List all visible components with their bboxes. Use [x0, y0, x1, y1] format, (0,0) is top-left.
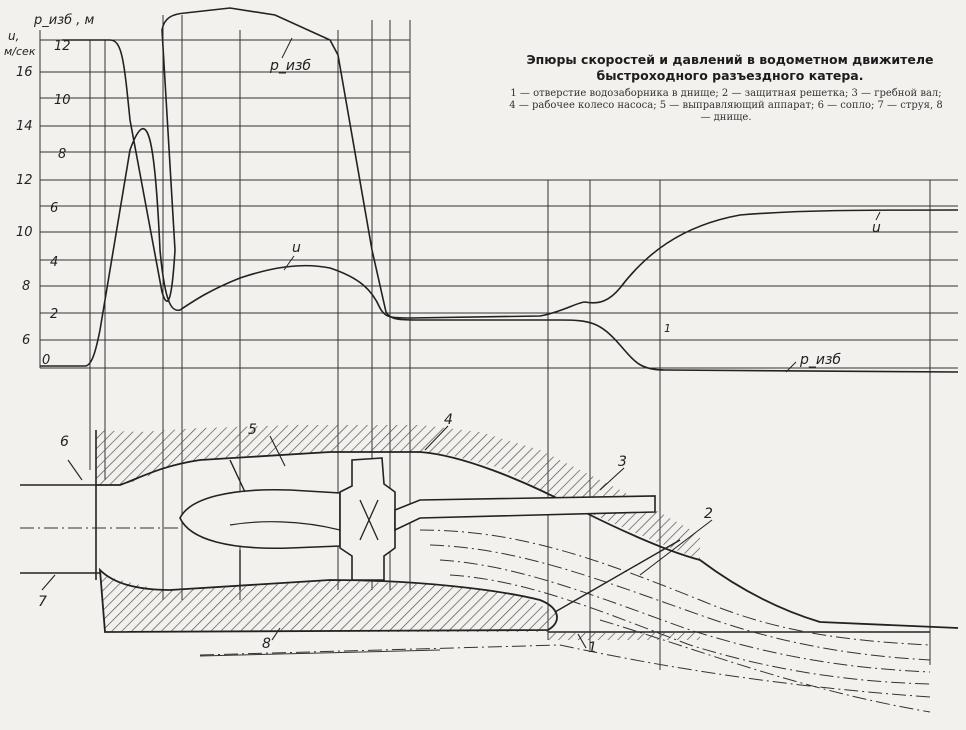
part-label-4: 4 [444, 412, 453, 428]
curve-marker-label: 1 [664, 322, 671, 335]
hull-reference-line [200, 650, 440, 656]
pressure-tick-labels [42, 39, 71, 368]
velocity-axis-unit: м/сек [4, 45, 36, 58]
part-label-6: 6 [60, 434, 69, 450]
pressure-tick-label: 6 [50, 201, 59, 216]
velocity-axis-symbol: u, [8, 29, 20, 43]
pressure-tick-label: 8 [58, 147, 67, 162]
pressure-tick-label: 0 [42, 353, 51, 368]
velocity-tick-labels [16, 65, 33, 348]
figure-caption-legend: 1 — отверстие водозаборника в днище; 2 — защитная решетка; 3 — гребной вал; 4 — рабочее колесо насоса; 5 — выправляющий аппарат; 6 — сопло; 7 — струя, 8 — днище. [509, 88, 943, 123]
part-label-7: 7 [38, 594, 47, 610]
pressure-curve-label-top: p_изб [270, 58, 312, 74]
velocity-tick-label: 16 [16, 65, 33, 80]
velocity-curve-label-mid: u [292, 240, 301, 256]
velocity-tick-label: 10 [16, 225, 33, 240]
velocity-tick-label: 6 [22, 333, 31, 348]
pressure-tick-label: 4 [50, 255, 59, 270]
upper-hull-wall [96, 425, 700, 560]
part-label-2: 2 [704, 506, 713, 522]
velocity-curve-label-right: u [872, 220, 881, 236]
hull-bottom-hatch [548, 632, 700, 640]
propeller-shaft [395, 496, 655, 530]
velocity-tick-label: 14 [16, 119, 33, 134]
part-label-5: 5 [248, 422, 257, 438]
part-label-1: 1 [588, 640, 597, 656]
velocity-tick-label: 12 [16, 173, 33, 188]
impeller [340, 458, 395, 580]
figure-caption-title: Эпюры скоростей и давлений в водометном движителе быстроходного разъездного катера. [526, 52, 934, 83]
pressure-curve-label-right: p_изб [800, 352, 842, 368]
part-label-3: 3 [618, 454, 627, 470]
hub-fairing [180, 490, 340, 549]
intake-grille [555, 540, 680, 612]
velocity-tick-label: 8 [22, 279, 31, 294]
pressure-tick-label: 10 [54, 93, 71, 108]
velocity-curve [40, 129, 958, 366]
pressure-axis-label: p_изб , м [34, 13, 95, 28]
pressure-tick-label: 2 [50, 307, 59, 322]
part-label-8: 8 [262, 636, 271, 652]
lower-hull-wall [100, 575, 560, 632]
pressure-tick-label: 12 [54, 39, 71, 54]
